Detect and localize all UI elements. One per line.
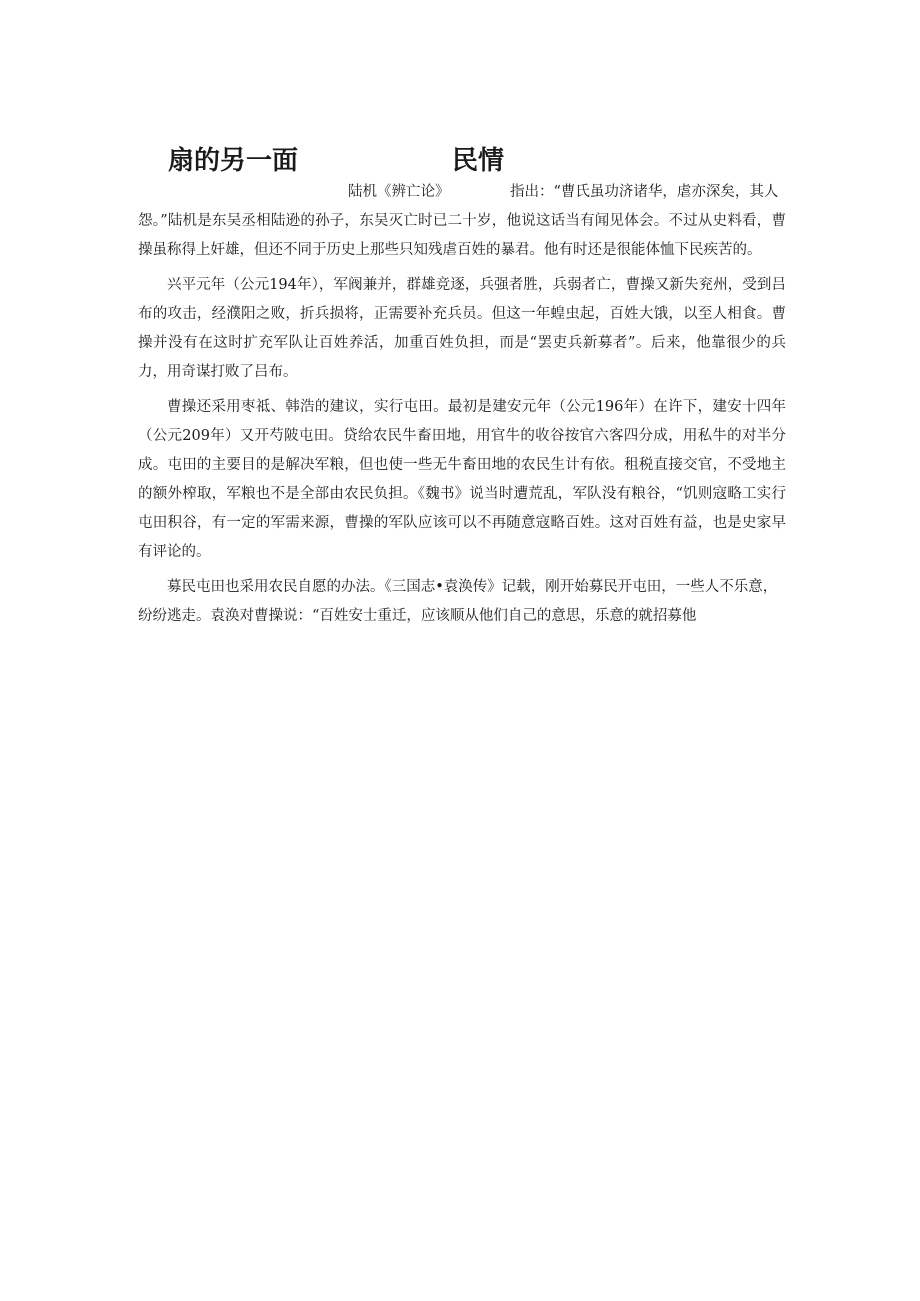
title-left: 扇的另一面	[168, 146, 299, 176]
intro-source: 陆机《辨亡论》	[348, 184, 450, 200]
paragraph: 曹操还采用枣祗、韩浩的建议，实行屯田。最初是建安元年（公元196年）在许下，建安十四年（公元209年）又开芍陂屯田。贷给农民牛畜田地，用官牛的收谷按官六客四分成，用私牛的对半分成。屯田的主要目的是解决军粮，但也使一些无牛畜田地的农民生计有依。租税直接交官，不受地主的额外榨取，军粮也不是全部由农民负担。《魏书》说当时遭荒乱，军队没有粮谷，“饥则寇略工实行屯田积谷，有一定的军需来源，曹操的军队应该可以不再随意寇略百姓。这对百姓有益，也是史家早有评论的。	[138, 399, 786, 560]
paragraph: 募民屯田也采用农民自愿的办法。《三国志•袁涣传》记载，刚开始募民开屯田，一些人不乐意，纷纷逃走。袁涣对曹操说：“百姓安士重迁，应该顺从他们自己的意思，乐意的就招募他	[138, 579, 778, 624]
title-right: 民情	[452, 146, 505, 176]
article-body	[138, 178, 786, 631]
paragraph: 兴平元年（公元194年），军阀兼并，群雄竞逐，兵强者胜，兵弱者亡，曹操又新失兖州，受到吕布的攻击，经濮阳之败，折兵损将，正需要补充兵员。但这一年蝗虫起，百姓大饿，以至人相食。曹操并没有在这时扩充军队让百姓养活，加重百姓负担，而是“罢吏兵新募者”。后来，他靠很少的兵力，用奇谋打败了吕布。	[138, 277, 786, 380]
intro-continuation: 怨。”陆机是东吴丞相陆逊的孙子，东吴灭亡时已二十岁，他说这话当有闻见体会。不过从史料看，曹操虽称得上奸雄，但还不同于历史上那些只知残虐百姓的暴君。他有时还是很能体恤下民疾苦的。	[138, 213, 786, 258]
intro-first-line	[138, 178, 786, 207]
intro-quote-start: 指出：“曹氏虽功济诸华，虐亦深矣，其人	[510, 184, 779, 200]
